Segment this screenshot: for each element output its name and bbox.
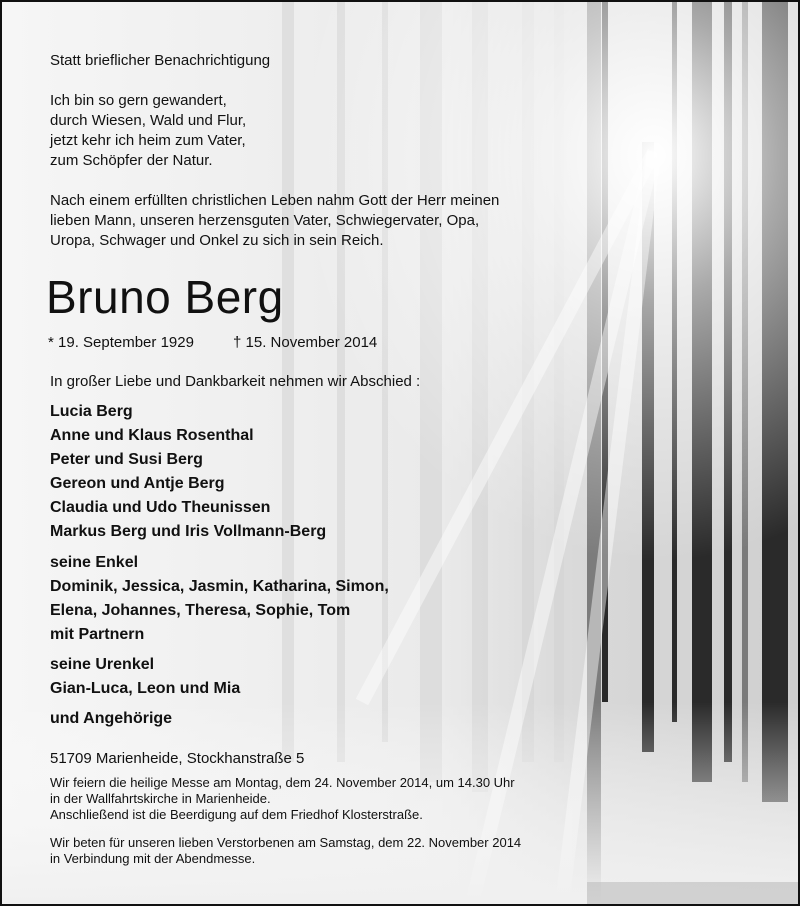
grandchildren-line: seine Enkel — [50, 554, 139, 571]
great-grandchildren-line: seine Urenkel — [50, 656, 155, 673]
address: 51709 Marienheide, Stockhanstraße 5 — [50, 750, 305, 767]
family-member: Peter und Susi Berg — [50, 451, 203, 468]
prayer-line: Wir beten für unseren lieben Verstorbenen am Samstag, dem 22. November 2014 — [50, 835, 522, 850]
deceased-name: Bruno Berg — [46, 271, 284, 323]
grandchildren-line: mit Partnern — [50, 626, 145, 643]
great-grandchildren-line: Gian-Luca, Leon und Mia — [50, 680, 241, 697]
family-member: Claudia und Udo Theunissen — [50, 499, 271, 516]
prayer-line: in Verbindung mit der Abendmesse. — [50, 851, 256, 866]
poem-line: zum Schöpfer der Natur. — [50, 152, 213, 169]
announcement-line: lieben Mann, unseren herzensguten Vater, Schwiegervater, Opa, — [50, 212, 480, 229]
family-member: Anne und Klaus Rosenthal — [50, 427, 254, 444]
farewell-line: In großer Liebe und Dankbarkeit nehmen wir Abschied : — [50, 373, 421, 390]
great-grandchildren-list — [50, 653, 240, 701]
grandchildren-list — [50, 551, 389, 647]
service-line: Anschließend ist die Beerdigung auf dem Friedhof Klosterstraße. — [50, 807, 423, 822]
poem-line: durch Wiesen, Wald und Flur, — [50, 112, 247, 129]
relatives-line: und Angehörige — [50, 710, 173, 727]
service-line: Wir feiern die heilige Messe am Montag, dem 24. November 2014, um 14.30 Uhr — [50, 775, 515, 790]
intro-line: Statt brieflicher Benachrichtigung — [50, 52, 271, 69]
poem-line: Ich bin so gern gewandert, — [50, 92, 227, 109]
birth-date: * 19. September 1929 — [48, 334, 194, 351]
family-member: Lucia Berg — [50, 403, 133, 420]
death-date: † 15. November 2014 — [233, 334, 378, 351]
service-info — [50, 775, 515, 823]
family-member: Gereon und Antje Berg — [50, 475, 225, 492]
service-line: in der Wallfahrtskirche in Marienheide. — [50, 791, 271, 806]
announcement-line: Nach einem erfüllten christlichen Leben nahm Gott der Herr meinen — [50, 192, 500, 209]
family-member: Markus Berg und Iris Vollmann-Berg — [50, 523, 327, 540]
family-list — [50, 400, 326, 544]
poem-line: jetzt kehr ich heim zum Vater, — [50, 132, 246, 149]
prayer-info — [50, 835, 521, 867]
announcement-line: Uropa, Schwager und Onkel zu sich in sein Reich. — [50, 232, 384, 249]
grandchildren-line: Elena, Johannes, Theresa, Sophie, Tom — [50, 602, 351, 619]
grandchildren-line: Dominik, Jessica, Jasmin, Katharina, Simon, — [50, 578, 389, 595]
poem — [50, 91, 246, 171]
announcement — [50, 191, 499, 251]
